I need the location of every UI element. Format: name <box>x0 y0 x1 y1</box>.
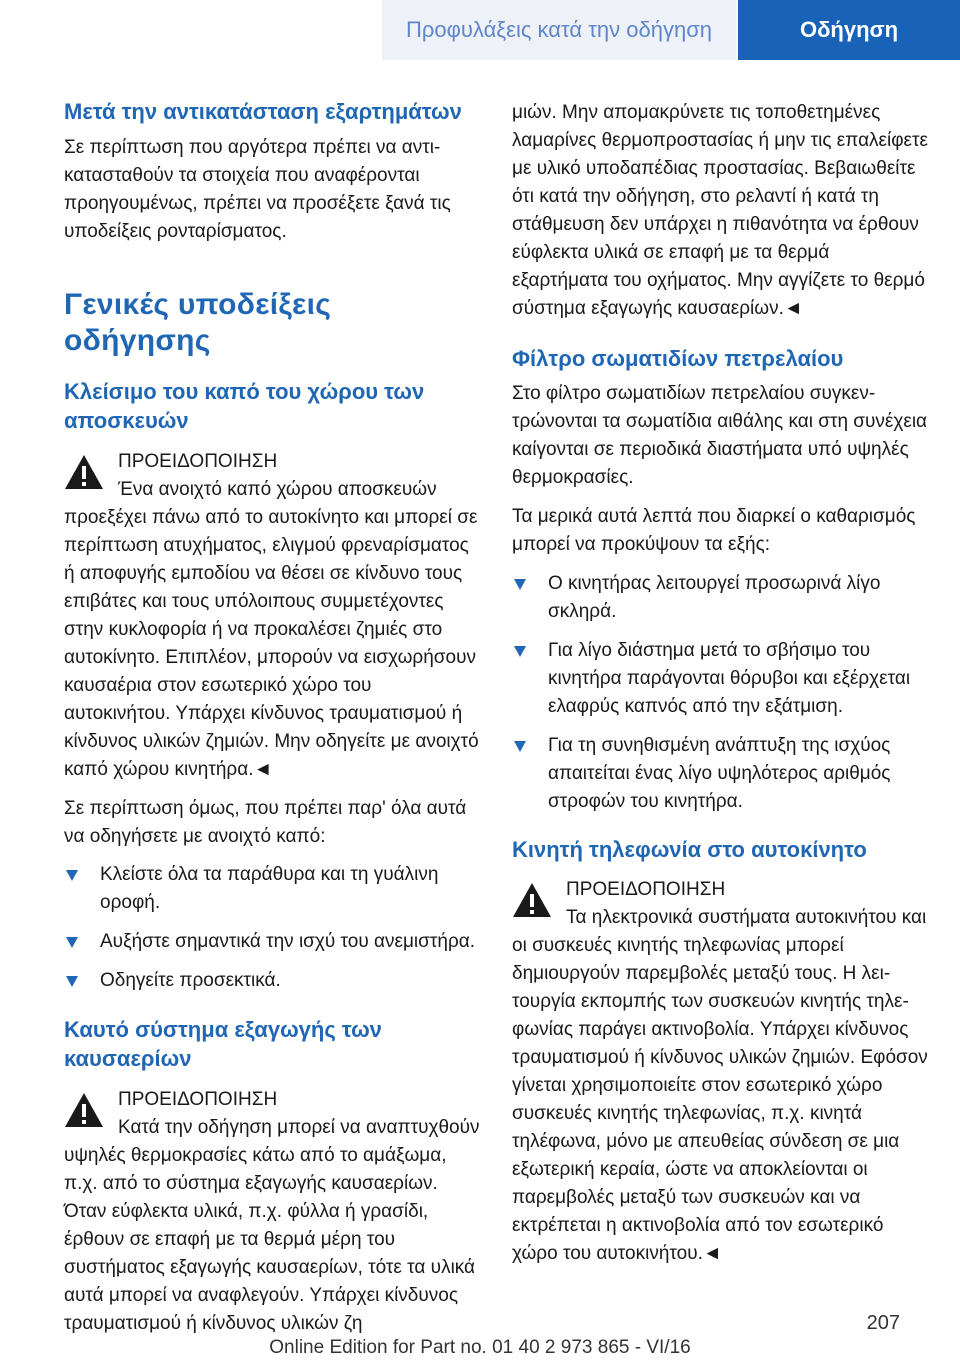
trunk-warning <box>64 448 480 784</box>
list-item: Οδηγείτε προσεκτικά. <box>64 967 480 995</box>
exhaust-heading: Καυτό σύστημα εξαγωγής των καυσαερίων <box>64 1017 382 1071</box>
triangle-bullet-icon <box>66 976 78 987</box>
page-header <box>0 0 960 60</box>
triangle-bullet-icon <box>514 579 526 590</box>
phone-warning <box>512 876 928 1268</box>
phone-warning-text: Τα ηλεκτρονικά συστήματα αυτοκινήτου και οι συσκευές κινητής τηλεφωνίας μπορεί δημιουργούν παρεμβολές μεταξύ τους. Η λειτουργία εκπομπής των συσκευών κινητής τηλεφωνίας παράγει ακτινοβολία. Υπάρχει κίνδυνος τραυματισμού ή κίνδυνος υλικών ζημιών. Εφόσον γίνεται χρησιμοποιείτε στον εσωτερικό χώρο συσκευές κινητής τηλεφωνίας, π.χ. κινητά τηλέφωνα, μόνο με απευθείας σύνδεση σε μια εξωτερική κεραία, ώστε να αποκλείονται οι παρεμβολές μεταξύ των συσκευών και να εκτρέπεται η ακτινοβολία από τον εσωτερικό χώρο του αυτοκινήτου.◄ <box>512 907 928 1264</box>
section-tab[interactable]: Οδήγηση <box>738 0 960 60</box>
edition-footer: Online Edition for Part no. 01 40 2 973 865 - VI/16 <box>269 1337 691 1358</box>
warning-label: ΠΡΟΕΙΔΟΠΟΙΗΣΗ <box>118 1089 278 1110</box>
exhaust-warning-text: Κατά την οδήγηση μπορεί να αναπτυχθούν υψηλές θερμοκρασίες κάτω από το αμάξωμα, π.χ. από το σύστημα εξαγωγής καυσαερίων. Όταν εύφλεκτα υλικά, π.χ. φύλλα ή γρασίδι, έρθουν σε επαφή με τα θερμά μέρη του συστήματος εξαγωγής καυσαερίων, τότε τα υλικά αυτά μπορεί να αναφλεγούν. Υπάρχει κίνδυνος τραυματισμού ή κίνδυνος υλικών ζη <box>64 1117 480 1334</box>
triangle-bullet-icon <box>514 646 526 657</box>
warning-icon <box>64 454 104 490</box>
replace-parts-text: Σε περίπτωση που αργότερα πρέπει να αντικατασταθούν τα στοιχεία που αναφέρονται προηγουμένως, πρέπει να προσέξετε ξανά τις υποδείξεις ρονταρίσματος. <box>64 137 451 242</box>
trunk-steps-list <box>64 861 480 995</box>
list-item: Ο κινητήρας λειτουργεί προσωρινά λίγο σκληρά. <box>512 570 928 626</box>
list-item: Για λίγο διάστημα μετά το σβήσιμο του κινητήρα παράγονται θόρυβοι και εξέρχεται ελαφρύς καπνός από την εξάτμιση. <box>512 637 928 721</box>
mobile-phone-heading: Κινητή τηλεφωνία στο αυτοκίνητο <box>512 837 867 862</box>
trunk-heading: Κλείσιμο του καπό του χώρου των αποσκευών <box>64 379 425 433</box>
exhaust-warning <box>64 1086 480 1338</box>
warning-icon <box>64 1092 104 1128</box>
list-item: Για τη συνηθισμένη ανάπτυξη της ισχύος απαιτείται ένας λίγο υψηλότερος αριθμός στροφών του κινητήρα. <box>512 732 928 816</box>
warning-label: ΠΡΟΕΙΔΟΠΟΙΗΣΗ <box>118 451 278 472</box>
dpf-text: Στο φίλτρο σωματιδίων πετρελαίου συγκεντρώνονται τα σωματίδια αιθάλης και στη συνέχεια καίγονται σε περιοδικά διαστήματα υπό υψηλές θερμοκρασίες. <box>512 383 928 488</box>
list-item: Αυξήστε σημαντικά την ισχύ του ανεμιστήρα. <box>64 928 480 956</box>
exhaust-warning-continued: μιών. Μην απομακρύνετε τις τοποθετημένες λαμαρίνες θερμοπροστασίας ή μην τις επαλείφετε με υλικό υποδαπέδιας προστασίας. Βεβαιωθείτε ότι κατά την οδήγηση, στο ρελαντί ή κατά τη στάθμευση δεν υπάρχει η πιθανότητα να έρθουν εύφλεκτα υλικά σε επαφή με τα θερμά εξαρτήματα του οχήματος. Μην αγγίζετε το θερμό σύστημα εξαγωγής καυσαερίων.◄ <box>512 102 929 319</box>
left-column <box>64 97 480 1338</box>
triangle-bullet-icon <box>66 937 78 948</box>
warning-icon <box>512 882 552 918</box>
trunk-intro-text: Σε περίπτωση όμως, που πρέπει παρ' όλα αυτά να οδηγήσετε με ανοιχτό καπό: <box>64 798 467 847</box>
replace-parts-heading: Μετά την αντικατάσταση εξαρτημάτων <box>64 99 462 124</box>
dpf-effects-list <box>512 570 928 816</box>
right-column <box>512 97 928 1268</box>
page-number: 207 <box>866 1312 900 1334</box>
warning-label: ΠΡΟΕΙΔΟΠΟΙΗΣΗ <box>566 879 726 900</box>
general-driving-heading: Γενικές υποδείξεις οδήγησης <box>64 288 332 357</box>
list-item: Κλείστε όλα τα παράθυρα και τη γυάλινη οροφή. <box>64 861 480 917</box>
triangle-bullet-icon <box>66 870 78 881</box>
dpf-text-2: Τα μερικά αυτά λεπτά που διαρκεί ο καθαρισμός μπορεί να προκύψουν τα εξής: <box>512 506 916 555</box>
breadcrumb[interactable]: Προφυλάξεις κατά την οδήγηση <box>382 0 736 60</box>
dpf-heading: Φίλτρο σωματιδίων πετρελαίου <box>512 346 844 371</box>
triangle-bullet-icon <box>514 741 526 752</box>
trunk-warning-text: Ένα ανοιχτό καπό χώρου αποσκευών προεξέχει πάνω από το αυτοκίνητο και μπορεί σε περίπτωση ατυχήματος, ελιγμού φρεναρίσματος ή αποφυγής εμποδίου να θέσει σε κίνδυνο τους επιβάτες και τους υπόλοιπους συμμετέχοντες στην κυκλοφορία ή να προκαλέσει ζημιές στο αυτοκίνητο. Επιπλέον, μπορούν να εισχωρήσουν καυσαέρια στον εσωτερικό χώρο του αυτοκινήτου. Υπάρχει κίνδυνος τραυματισμού ή κίνδυνος υλικών ζημιών. Μην οδηγείτε με ανοιχτό καπό χώρου κινητήρα.◄ <box>64 479 479 780</box>
